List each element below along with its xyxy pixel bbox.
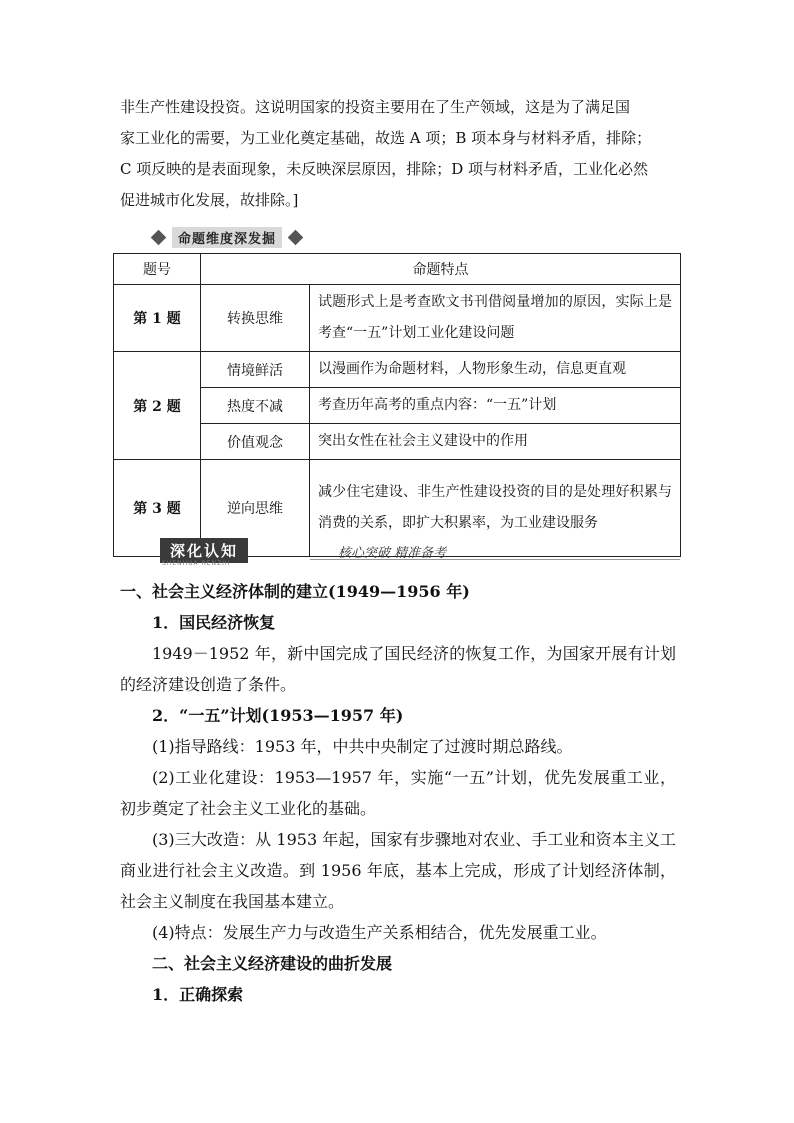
dimension-cell: 转换思维 — [201, 285, 310, 352]
intro-line: C 项反映的是表面现象，未反映深层原因，排除；D 项与材料矛盾，工业化必然 — [120, 160, 649, 178]
diamond-icon — [288, 229, 304, 245]
content-body — [120, 576, 676, 1010]
subsection-heading: 1．正确探索 — [152, 985, 244, 1004]
paragraph: (1)指导路线：1953 年，中共中央制定了过渡时期总路线。 — [152, 737, 573, 756]
intro-line: 促进城市化发展，故排除。] — [120, 191, 299, 209]
table-row — [114, 285, 681, 352]
table-row — [114, 352, 681, 388]
banner-subtitle: 核心突破 精准备考 — [338, 546, 447, 561]
section-banner-question-analysis — [145, 226, 309, 248]
description-cell: 试题形式上是考查欧文书刊借阅量增加的原因，实际上是考查“一五”计划工业化建设问题 — [310, 285, 681, 352]
paragraph: (3)三大改造：从 1953 年起，国家有步骤地对农业、手工业和资本主义工商业进行社会主义改造。到 1956 年底，基本上完成，形成了计划经济体制，社会主义制度在我国基本建立。 — [120, 830, 676, 911]
description-cell: 突出女性在社会主义建设中的作用 — [310, 424, 681, 460]
question-label: 第 1 题 — [114, 285, 201, 352]
section-heading: 一、社会主义经济体制的建立(1949—1956 年) — [120, 582, 470, 601]
paragraph: (4)特点：发展生产力与改造生产关系相结合，优先发展重工业。 — [152, 923, 607, 942]
question-label: 第 3 题 — [114, 460, 201, 557]
description-cell: 考查历年高考的重点内容：“一五”计划 — [310, 388, 681, 424]
answer-explanation — [120, 92, 676, 216]
banner-text: 命题维度深发掘 — [172, 227, 282, 248]
intro-line: 非生产性建设投资。这说明国家的投资主要用在了生产领域，这是为了满足国 — [120, 98, 631, 116]
table-header-row — [114, 254, 681, 285]
description-cell: 减少住宅建设、非生产性建设投资的目的是处理好积累与消费的关系，即扩大积累率，为工业建设服务 — [310, 460, 681, 557]
question-features-table — [113, 253, 681, 557]
diamond-icon — [151, 229, 167, 245]
subsection-heading: 2．“一五”计划(1953—1957 年) — [152, 706, 404, 725]
intro-line: 家工业化的需要，为工业化奠定基础，故选 A 项；B 项本身与材料矛盾，排除； — [120, 129, 652, 147]
subsection-heading: 1．国民经济恢复 — [152, 613, 276, 632]
dimension-cell: 逆向思维 — [201, 460, 310, 557]
section-heading: 二、社会主义经济建设的曲折发展 — [152, 954, 393, 973]
description-cell: 以漫画作为命题材料，人物形象生动，信息更直观 — [310, 352, 681, 388]
dimension-cell: 价值观念 — [201, 424, 310, 460]
banner-title: 深化认知 — [160, 538, 248, 563]
dimension-cell: 情境鲜活 — [201, 352, 310, 388]
dimension-cell: 热度不减 — [201, 388, 310, 424]
header-number: 题号 — [114, 254, 201, 285]
section-banner-deepen-understanding — [160, 538, 680, 567]
banner-pinyin: SHENHUA RENZHI — [162, 560, 231, 567]
paragraph: (2)工业化建设：1953—1957 年，实施“一五”计划，优先发展重工业，初步奠定了社会主义工业化的基础。 — [120, 768, 676, 818]
question-label: 第 2 题 — [114, 352, 201, 460]
paragraph: 1949－1952 年，新中国完成了国民经济的恢复工作，为国家开展有计划的经济建设创造了条件。 — [120, 644, 676, 694]
header-features: 命题特点 — [201, 254, 681, 285]
